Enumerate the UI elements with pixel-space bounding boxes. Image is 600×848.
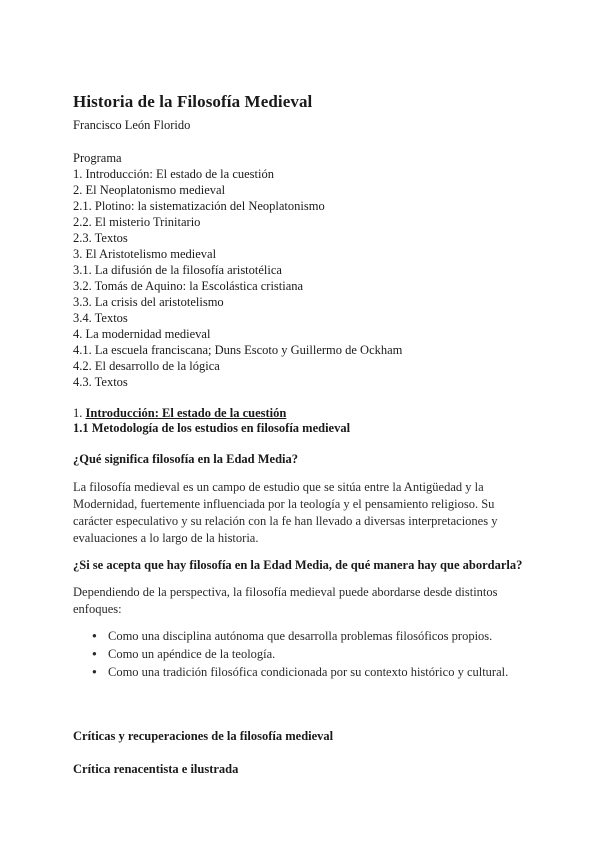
list-item: ● Como un apéndice de la teología. <box>92 647 276 661</box>
program-heading: Programa <box>73 151 122 165</box>
program-item: 2.2. El misterio Trinitario <box>73 215 201 229</box>
program-item: 4. La modernidad medieval <box>73 327 211 341</box>
program-item: 3.1. La difusión de la filosofía aristotélica <box>73 263 282 277</box>
program-item: 2.3. Textos <box>73 231 128 245</box>
bullet-icon: ● <box>92 649 97 658</box>
heading-criticas: Críticas y recuperaciones de la filosofía medieval <box>73 729 334 743</box>
program-list <box>73 150 402 390</box>
question-1-heading: ¿Qué significa filosofía en la Edad Media? <box>73 452 299 466</box>
section-1-title: Introducción: El estado de la cuestión <box>85 406 287 420</box>
section-1-number: 1. <box>73 406 83 420</box>
program-item: 3. El Aristotelismo medieval <box>73 247 217 261</box>
paragraph-2: Dependiendo de la perspectiva, la filosofía medieval puede abordarse desde distintos enfoques: <box>73 585 498 616</box>
program-item: 4.2. El desarrollo de la lógica <box>73 359 220 373</box>
program-item: 3.3. La crisis del aristotelismo <box>73 295 224 309</box>
program-item: 3.4. Textos <box>73 311 128 325</box>
bullet-icon: ● <box>92 631 97 640</box>
list-item: ● Como una tradición filosófica condicionada por su contexto histórico y cultural. <box>92 665 509 679</box>
program-item: 2. El Neoplatonismo medieval <box>73 183 226 197</box>
paragraph-1: La filosofía medieval es un campo de estudio que se sitúa entre la Antigüedad y la Modernidad, fuertemente influenciada por la teología y el pensamiento religioso. Su carácter especulativo y su relación con la fe han llevado a diversas interpretaciones y evaluaciones a lo largo de la historia. <box>73 480 498 545</box>
list-item: ● Como una disciplina autónoma que desarrolla problemas filosóficos propios. <box>92 629 493 643</box>
program-item: 2.1. Plotino: la sistematización del Neoplatonismo <box>73 199 325 213</box>
program-item: 1. Introducción: El estado de la cuestión <box>73 167 274 181</box>
bullet-icon: ● <box>92 667 97 676</box>
section-1-heading <box>73 405 286 421</box>
program-item: 4.1. La escuela franciscana; Duns Escoto y Guillermo de Ockham <box>73 343 403 357</box>
document-author: Francisco León Florido <box>73 118 191 132</box>
heading-critica-renacentista: Crítica renacentista e ilustrada <box>73 762 239 776</box>
question-2-heading: ¿Si se acepta que hay filosofía en la Edad Media, de qué manera hay que abordarla? <box>73 558 523 572</box>
subsection-1-1-heading: 1.1 Metodología de los estudios en filosofía medieval <box>73 421 351 435</box>
program-item: 3.2. Tomás de Aquino: la Escolástica cristiana <box>73 279 304 293</box>
bullet-list <box>92 628 508 682</box>
program-item: 4.3. Textos <box>73 375 128 389</box>
document-title: Historia de la Filosofía Medieval <box>73 92 313 111</box>
